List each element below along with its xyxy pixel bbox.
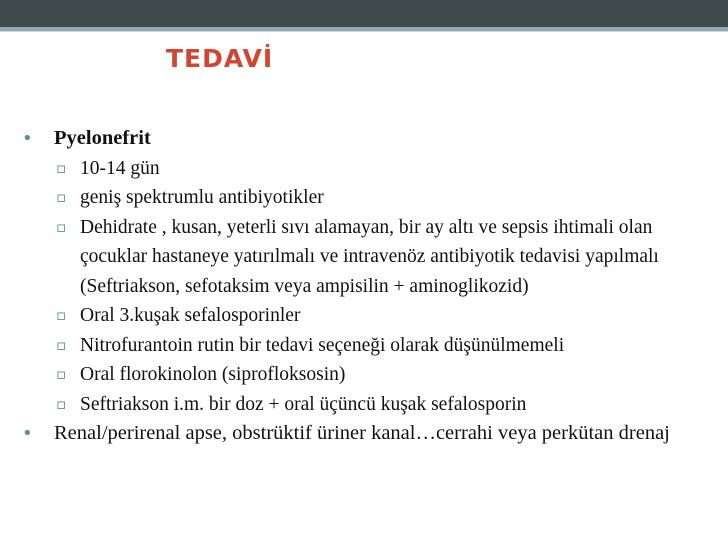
sub-bullet-item <box>18 301 718 331</box>
slide-body <box>18 124 718 449</box>
sub-bullet-item <box>18 213 718 302</box>
sub-bullet-text: Seftriakson i.m. bir doz + oral üçüncü kuşak sefalosporin <box>80 393 527 415</box>
sub-bullet-icon: ▫ <box>56 188 67 206</box>
sub-bullet-text: Oral 3.kuşak sefalosporinler <box>80 305 301 326</box>
sub-bullet-icon: ▫ <box>56 306 67 324</box>
top-accent-thin-line <box>0 31 728 32</box>
sub-bullet-icon: ▫ <box>56 158 67 177</box>
sub-bullet-icon: ▫ <box>56 335 67 354</box>
sub-bullet-text: Dehidrate , kusan, yeterli sıvı alamayan, bir ay altı ve sepsis ihtimali olan çocuklar hastaneye yatırılmalı ve intravenöz antibiyotik tedavisi yapılmalı (Seftriakson, sefotaksim veya ampisilin + aminoglikozid) <box>80 216 659 297</box>
sub-bullet-icon: ▫ <box>56 365 67 383</box>
bullet-item <box>18 124 718 154</box>
top-decoration-bar <box>0 0 728 27</box>
bullet-item <box>18 419 718 449</box>
bullet-icon: • <box>22 128 33 149</box>
sub-bullet-icon: ▫ <box>56 217 67 236</box>
slide-title: TEDAVİ <box>166 44 274 73</box>
sub-bullet-text: 10-14 gün <box>80 157 160 179</box>
sub-bullet-item <box>18 331 718 361</box>
sub-bullet-icon: ▫ <box>56 394 67 413</box>
bullet-icon: • <box>22 423 33 444</box>
sub-bullet-text: Nitrofurantoin rutin bir tedavi seçeneği olarak düşünülmemeli <box>80 334 565 356</box>
sub-bullet-item <box>18 154 718 184</box>
sub-bullet-item <box>18 183 718 213</box>
sub-bullet-text: Oral florokinolon (siprofloksosin) <box>80 364 346 385</box>
sub-bullet-item <box>18 390 718 420</box>
sub-bullet-text: geniş spektrumlu antibiyotikler <box>80 187 324 208</box>
bullet-text: Pyelonefrit <box>54 127 151 149</box>
sub-bullet-item <box>18 360 718 390</box>
bullet-text: Renal/perirenal apse, obstrüktif üriner kanal…cerrahi veya perkütan drenaj <box>54 422 670 444</box>
